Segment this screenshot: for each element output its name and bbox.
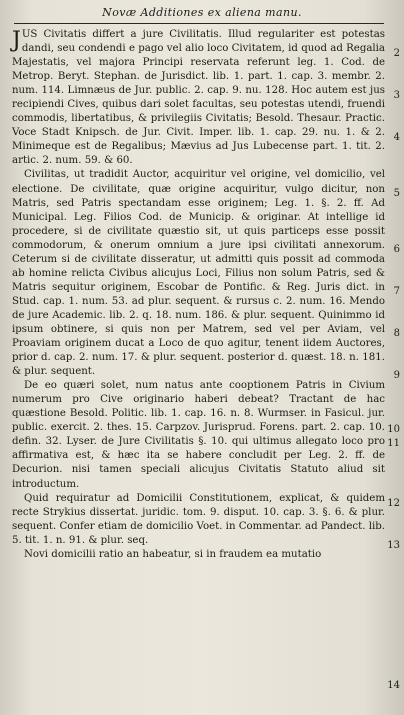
margin-number: 8: [393, 328, 400, 339]
margin-number: 11: [387, 438, 400, 449]
paragraph-1: [12, 28, 385, 168]
margin-number: 14: [387, 680, 400, 691]
running-header: Novæ Additiones ex aliena manu.: [102, 6, 302, 19]
margin-number: 10: [387, 424, 400, 435]
header-rule: [14, 23, 384, 24]
margin-number: 4: [393, 132, 400, 143]
margin-number: 13: [387, 540, 400, 551]
paragraph-4: Quid requiratur ad Domicilii Constitutionem, explicat, & quidem recte Strykius dissertat. juridic. tom. 9. disput. 10. cap. 3. §. 6. & plur. sequent. Confer etiam de domicilio Voet. in Commentar. ad Pandect. lib. 5. tit. 1. n. 91. & plur. seq.: [12, 492, 385, 546]
paragraph-3: De eo quæri solet, num natus ante cooptionem Patris in Civium numerum pro Cive originario haberi debeat? Tractant de hac quæstione Besold. Politic. lib. 1. cap. 16. n. 8. Wurmser. in Fasicul. jur. public. exercit. 2. thes. 15. Carpzov. Jurisprud. Forens. part. 2. cap. 10. defin. 32. Lyser. de Jure Civilitatis §. 10. qui ultimus allegato loco pro affirmativa est, & hæc ita se habere concludit per Leg. 2. ff. de Decurion. nisi tamen speciali alicujus Civitatis Statuto aliud sit introductum.: [12, 380, 385, 490]
margin-number: 12: [387, 498, 400, 509]
margin-number: 5: [393, 188, 400, 199]
margin-number: 9: [393, 370, 400, 381]
drop-cap: J: [12, 28, 21, 53]
paragraph-1-text: US Civitatis differt a jure Civilitatis. Illud regulariter est potestas dandi, seu condendi e pago vel alio loco Civitatem, id quod ad Regalia Majestatis, vel majora Principi reservata referunt leg. 1. Cod. de Metrop. Beryt. Stephan. de Jurisdict. lib. 1. part. 1. cap. 3. membr. 2. num. 114. Limnæus de Jur. public. 2. cap. 9. nu. 128. Hoc autem est jus recipiendi Cives, quibus dari solet facultas, seu potestas utendi, fruendi commodis, libertatibus, & privilegiis Civitatis; Besold. Thesaur. Practic. Voce Stadt Knipsch. de Jur. Civit. Imper. lib. 1. cap. 29. nu. 1. & 2. Minimeque est de Regalibus; Mævius ad Jus Lubecense part. 1. tit. 2. artic. 2. num. 59. & 60.: [12, 29, 385, 167]
margin-number: 2: [393, 48, 400, 59]
paragraph-5: Novi domicilii ratio an habeatur, si in fraudem ea mutatio: [24, 548, 322, 560]
margin-number: 6: [393, 244, 400, 255]
margin-number: 7: [393, 286, 400, 297]
page-body: [12, 28, 385, 562]
margin-number: 3: [393, 90, 400, 101]
paragraph-2: Civilitas, ut tradidit Auctor, acquiritur vel origine, vel domicilio, vel electione. De civilitate, quæ origine acquiritur, vulgo dicitur, non Matris, sed Patris spectandam esse originem; Leg. 1. §. 2. ff. Ad Municipal. Leg. Filios Cod. de Municip. & originar. At intellige id procedere, si de civilitate quæstio sit, ut quis particeps esse possit commodorum, & onerum omnium a jure ipsi civilitati annexorum. Ceterum si de civilitate disseratur, ut admitti quis possit ad commoda ab homine relicta Civibus alicujus Loci, Filius non solum Patris, sed & Matris sequitur originem, Escobar de Pontific. & Reg. Juris dict. in Stud. cap. 1. num. 53. ad plur. sequent. & rursus c. 2. num. 16. Mendo de jure Academic. lib. 2. q. 18. num. 186. & plur. sequent. Quinimmo id ipsum obtinere, si quis non per Matrem, sed vel per Aviam, vel Proaviam originem ducat a Loco de quo agitur, tenent iidem Auctores, prior d. cap. 2. num. 17. & plur. sequent. posterior d. quæst. 18. n. 181. & plur. sequent.: [12, 169, 385, 378]
